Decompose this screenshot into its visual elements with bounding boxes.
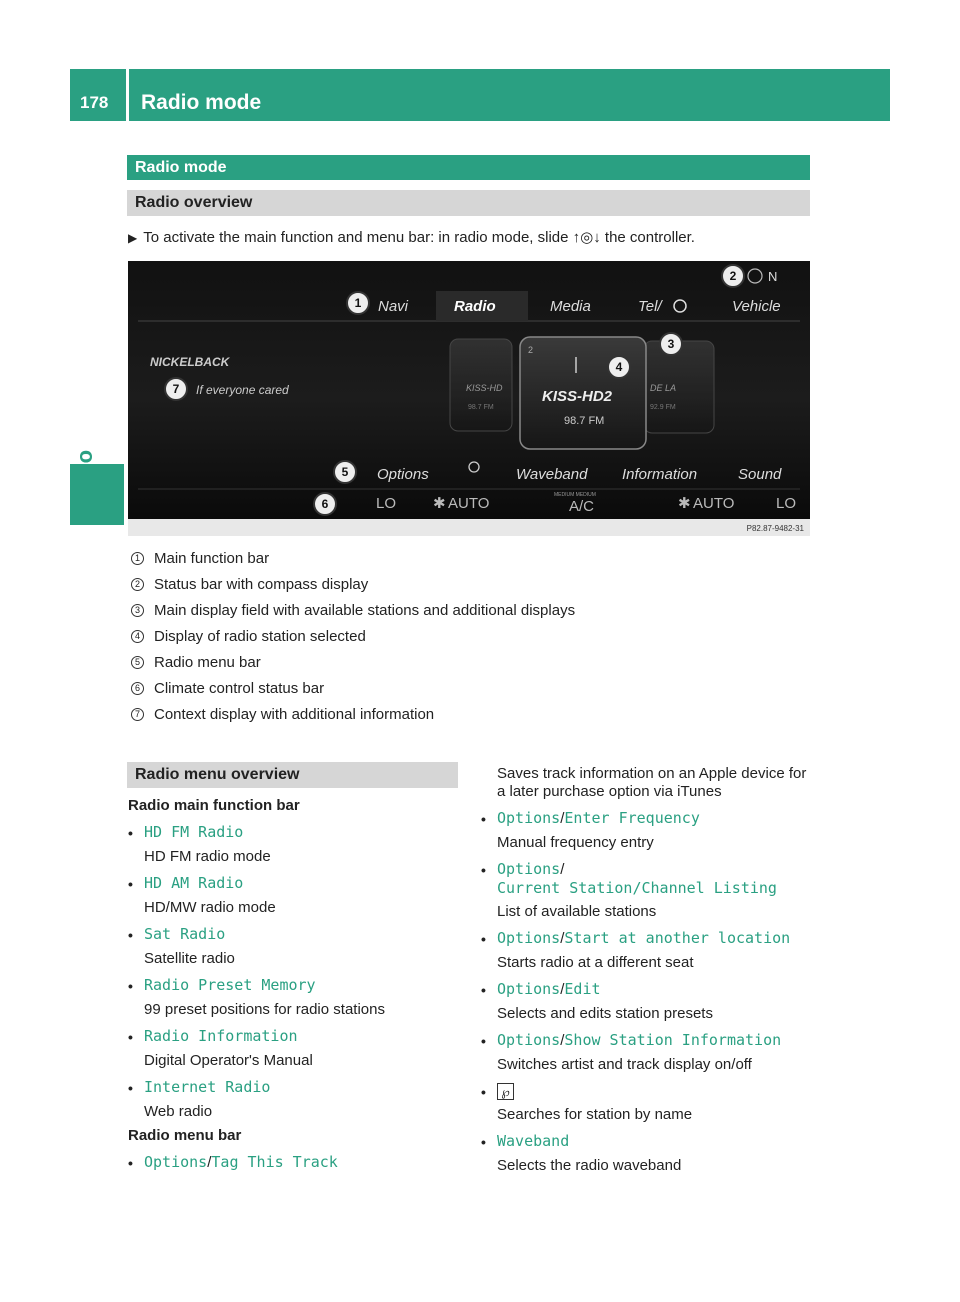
- climate-auto-right: AUTO: [693, 495, 735, 512]
- legend-number: 5: [131, 656, 144, 669]
- item-desc: Saves track information on an Apple device for a later purchase option via iTunes: [497, 765, 807, 800]
- menu-code: Radio Preset Memory: [144, 976, 316, 994]
- artist-label: NICKELBACK: [150, 355, 230, 369]
- list-item: [481, 1031, 816, 1050]
- menu-code: Sat Radio: [144, 925, 226, 943]
- track-label: If everyone cared: [196, 383, 289, 397]
- separator: /: [560, 981, 565, 998]
- legend-number: 2: [131, 578, 144, 591]
- separator: /: [560, 861, 565, 878]
- climate-lo-left: LO: [376, 495, 397, 512]
- list-item: [128, 823, 458, 842]
- tab-navi: Navi: [378, 298, 409, 315]
- list-item: [481, 809, 816, 828]
- menu-overview-title: Radio menu overview: [127, 762, 458, 788]
- menu-code: HD AM Radio: [144, 874, 244, 892]
- list-item: [481, 1082, 816, 1100]
- item-desc: Digital Operator's Manual: [144, 1052, 313, 1069]
- radio-screen-svg: [128, 261, 810, 536]
- menu-code: Current Station/Channel Listing: [497, 879, 777, 897]
- header-title: Radio mode: [141, 91, 262, 114]
- bullet: •: [481, 931, 486, 947]
- callout-5: 5: [341, 465, 349, 479]
- list-item: [128, 1153, 458, 1172]
- item-desc: Switches artist and track display on/off: [497, 1056, 752, 1073]
- legend-item: [131, 649, 575, 675]
- list-item: [128, 1027, 458, 1046]
- menu-code: Options: [144, 1153, 208, 1171]
- list-item: [481, 929, 816, 948]
- legend-list: [131, 545, 575, 727]
- menu-information: Information: [622, 466, 698, 483]
- climate-auto-left: AUTO: [448, 495, 490, 512]
- menu-code: Edit: [564, 980, 601, 998]
- legend-text: Display of radio station selected: [154, 627, 366, 645]
- compass-direction: N: [768, 269, 778, 284]
- item-desc: HD/MW radio mode: [144, 899, 276, 916]
- menu-code: Show Station Information: [564, 1031, 782, 1049]
- menu-sound: Sound: [738, 466, 782, 483]
- menu-code: HD FM Radio: [144, 823, 244, 841]
- list-item: [481, 860, 816, 897]
- item-desc: Starts radio at a different seat: [497, 954, 694, 971]
- bullet: •: [128, 1155, 133, 1171]
- callout-2: 2: [729, 269, 737, 283]
- menu-options: Options: [377, 466, 429, 483]
- legend-text: Status bar with compass display: [154, 575, 369, 593]
- station-center-freq: 98.7 FM: [564, 415, 605, 427]
- bullet: •: [128, 927, 133, 943]
- instruction: [128, 228, 695, 246]
- page-header: [70, 69, 890, 121]
- legend-number: 1: [131, 552, 144, 565]
- menu-code: Tag This Track: [211, 1153, 338, 1171]
- list-item: [128, 1078, 458, 1097]
- list-item: [481, 1132, 816, 1151]
- bullet: •: [481, 1033, 486, 1049]
- station-center: KISS-HD2: [542, 388, 613, 405]
- item-desc: Searches for station by name: [497, 1106, 693, 1123]
- bullet: •: [128, 876, 133, 892]
- climate-fan-left-icon: ✱: [433, 495, 446, 512]
- item-desc: Satellite radio: [144, 950, 235, 967]
- tab-vehicle: Vehicle: [732, 298, 781, 315]
- menu-code: Options: [497, 1031, 561, 1049]
- search-symbol-icon: ℘: [497, 1083, 514, 1100]
- menu-waveband: Waveband: [516, 466, 588, 483]
- arrow-right-icon: ▶: [128, 231, 138, 245]
- sidebar-tab: [70, 464, 124, 525]
- menu-code: Waveband: [497, 1132, 570, 1150]
- menu-code: Options: [497, 809, 561, 827]
- bullet: •: [481, 1084, 486, 1100]
- menu-code: Options: [497, 860, 561, 878]
- item-desc: 99 preset positions for radio stations: [144, 1001, 385, 1018]
- list-item: [481, 980, 816, 999]
- legend-text: Radio menu bar: [154, 653, 261, 671]
- menu-code: Options: [497, 980, 561, 998]
- menu-code: Options: [497, 929, 561, 947]
- menu-code: Radio Information: [144, 1027, 298, 1045]
- legend-number: 7: [131, 708, 144, 721]
- station-right-freq: 92.9 FM: [650, 404, 676, 411]
- bullet: •: [481, 1134, 486, 1150]
- radio-screen-image: [128, 261, 810, 536]
- tab-radio: Radio: [454, 298, 496, 315]
- station-center-num: 2: [528, 345, 534, 355]
- separator: /: [560, 810, 565, 827]
- menu-bar-heading: Radio menu bar: [128, 1127, 242, 1144]
- sidebar: [70, 121, 124, 507]
- bullet: •: [481, 982, 486, 998]
- legend-item: [131, 545, 575, 571]
- bullet: •: [128, 1029, 133, 1045]
- legend-number: 4: [131, 630, 144, 643]
- climate-fan-right-icon: ✱: [678, 495, 691, 512]
- list-item: [128, 976, 458, 995]
- callout-6: 6: [321, 497, 329, 511]
- station-right: DE LA: [650, 383, 677, 393]
- menu-code: Start at another location: [564, 929, 791, 947]
- callout-3: 3: [667, 337, 675, 351]
- legend-item: [131, 571, 575, 597]
- section-subtitle: Radio overview: [127, 190, 810, 216]
- list-item: [128, 874, 458, 893]
- bullet: •: [481, 862, 486, 878]
- menu-code: Internet Radio: [144, 1078, 271, 1096]
- item-desc: Web radio: [144, 1103, 213, 1120]
- tab-media: Media: [550, 298, 591, 315]
- legend-number: 6: [131, 682, 144, 695]
- legend-number: 3: [131, 604, 144, 617]
- legend-text: Context display with additional information: [154, 705, 435, 723]
- callout-7: 7: [172, 382, 180, 396]
- item-desc: Manual frequency entry: [497, 834, 654, 851]
- left-column: [128, 797, 458, 1172]
- page-number: 178: [80, 93, 109, 112]
- legend-item: [131, 623, 575, 649]
- callout-1: 1: [354, 296, 362, 310]
- section-title: Radio mode: [127, 155, 810, 180]
- image-ref: P82.87-9482-31: [746, 524, 804, 533]
- item-desc: HD FM radio mode: [144, 848, 271, 865]
- climate-small-label: MEDIUM MEDIUM: [554, 492, 596, 498]
- legend-text: Climate control status bar: [154, 679, 325, 697]
- climate-lo-right: LO: [776, 495, 797, 512]
- item-desc: Selects and edits station presets: [497, 1005, 713, 1022]
- tab-tel: Tel/: [638, 298, 662, 315]
- legend-text: Main display field with available stations and additional displays: [154, 601, 576, 619]
- bullet: •: [128, 825, 133, 841]
- climate-ac: A/C: [569, 498, 595, 515]
- instruction-text: To activate the main function and menu bar: in radio mode, slide ↑◎↓ the controller.: [143, 229, 695, 246]
- legend-item: [131, 675, 575, 701]
- separator: /: [560, 930, 565, 947]
- item-desc: Selects the radio waveband: [497, 1157, 682, 1174]
- right-column: [481, 765, 816, 1178]
- legend-item: [131, 597, 575, 623]
- legend-text: Main function bar: [154, 549, 270, 567]
- callout-4: 4: [615, 360, 623, 374]
- separator: /: [560, 1032, 565, 1049]
- header-divider: [126, 69, 129, 121]
- station-left-freq: 98.7 FM: [468, 404, 494, 411]
- main-bar-heading: Radio main function bar: [128, 797, 300, 814]
- bullet: •: [481, 811, 486, 827]
- separator: /: [207, 1154, 212, 1171]
- list-item: [128, 925, 458, 944]
- bullet: •: [128, 978, 133, 994]
- bullet: •: [128, 1080, 133, 1096]
- menu-code: Enter Frequency: [564, 809, 700, 827]
- legend-item: [131, 701, 575, 727]
- item-desc: List of available stations: [497, 903, 657, 920]
- station-left: KISS-HD: [466, 383, 503, 393]
